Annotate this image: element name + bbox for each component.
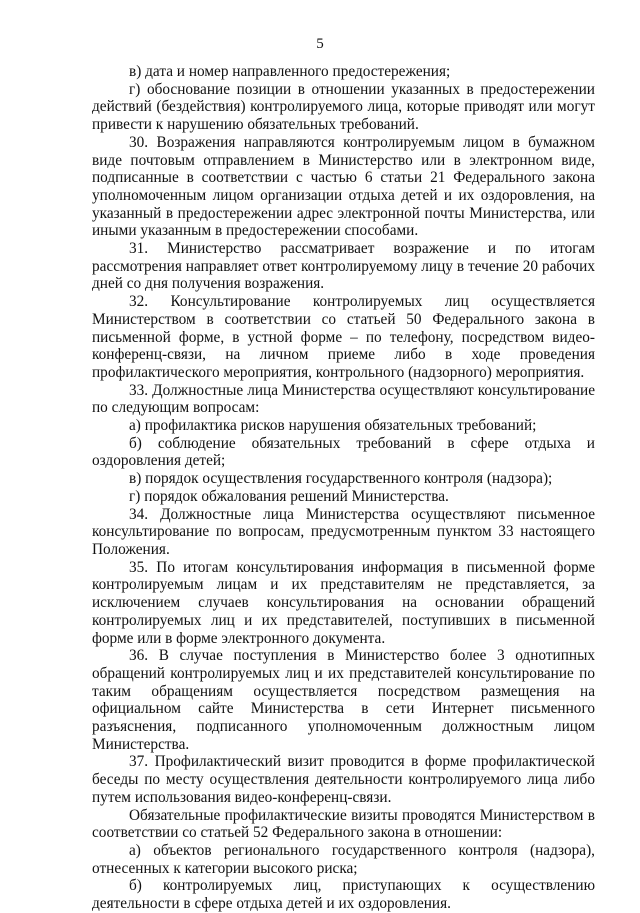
paragraph-33-item-g: г) порядок обжалования решений Министерства. xyxy=(129,487,449,505)
paragraph-mandatory-item-b: б) контролируемых лиц, приступающих к осуществлению деятельности в сфере отдыха детей и их оздоровления. xyxy=(92,877,595,913)
paragraph-33-item-a: а) профилактика рисков нарушения обязательных требований; xyxy=(129,417,537,435)
paragraph-31: 31. Министерство рассматривает возражение и по итогам рассмотрения направляет ответ контролируемому лицу в течение 20 рабочих дней со дня получения возражения. xyxy=(92,240,595,293)
paragraph-35: 35. По итогам консультирования информация в письменной форме контролируемым лицам и их представителям не представляется, за исключением случаев консультирования на основании обращений контролируемых лиц и их представителей, поступивших в письменной форме или в форме электронного документа. xyxy=(92,558,595,647)
paragraph-item-v: в) дата и номер направленного предостережения; xyxy=(129,63,451,80)
paragraph-33-item-b: б) соблюдение обязательных требований в сфере отдыха и оздоровления детей; xyxy=(92,434,595,470)
page-number: 5 xyxy=(316,36,324,52)
paragraph-33-item-v: в) порядок осуществления государственного контроля (надзора); xyxy=(129,470,553,488)
paragraph-30: 30. Возражения направляются контролируемым лицом в бумажном виде почтовым отправлением в Министерство или в электронном виде, подписанные в соответствии с частью 6 статьи 21 Федерального закона уполномоченным лицом организации отдыха детей и их оздоровления, на указанный в предостережении адрес электронной почты Министерства, или иными указанным в предостережении способами. xyxy=(92,133,595,240)
paragraph-mandatory-item-a: а) объектов регионального государственного контроля (надзора), отнесенных к категории высокого риска; xyxy=(92,841,595,877)
document-body xyxy=(92,63,595,913)
paragraph-33: 33. Должностные лица Министерства осуществляют консультирование по следующим вопросам: xyxy=(92,381,595,417)
paragraph-37: 37. Профилактический визит проводится в форме профилактической беседы по месту осуществления деятельности контролируемого лица либо путем использования видео-конференц-связи. xyxy=(92,753,595,806)
paragraph-32: 32. Консультирование контролируемых лиц осуществляется Министерством в соответствии со статьей 50 Федерального закона в письменной форме, в устной форме – по телефону, посредством видео-конференц-связи, на личном приеме либо в ходе проведения профилактического мероприятия, контрольного (надзорного) мероприятия. xyxy=(92,293,595,381)
paragraph-34: 34. Должностные лица Министерства осуществляют письменное консультирование по вопросам, предусмотренным пунктом 33 настоящего Положения. xyxy=(92,505,595,558)
paragraph-mandatory-visits: Обязательные профилактические визиты проводятся Министерством в соответствии со статьей 52 Федерального закона в отношении: xyxy=(92,806,595,842)
paragraph-item-g: г) обоснование позиции в отношении указанных в предостережении действий (бездействия) контролируемого лица, которые приводят или могут привести к нарушению обязательных требований. xyxy=(92,80,595,134)
paragraph-36: 36. В случае поступления в Министерство более 3 однотипных обращений контролируемых лиц и их представителей консультирование по таким обращениям осуществляется посредством размещения на официальном сайте Министерства в сети Интернет письменного разъяснения, подписанного уполномоченным должностным лицом Министерства. xyxy=(92,647,595,753)
